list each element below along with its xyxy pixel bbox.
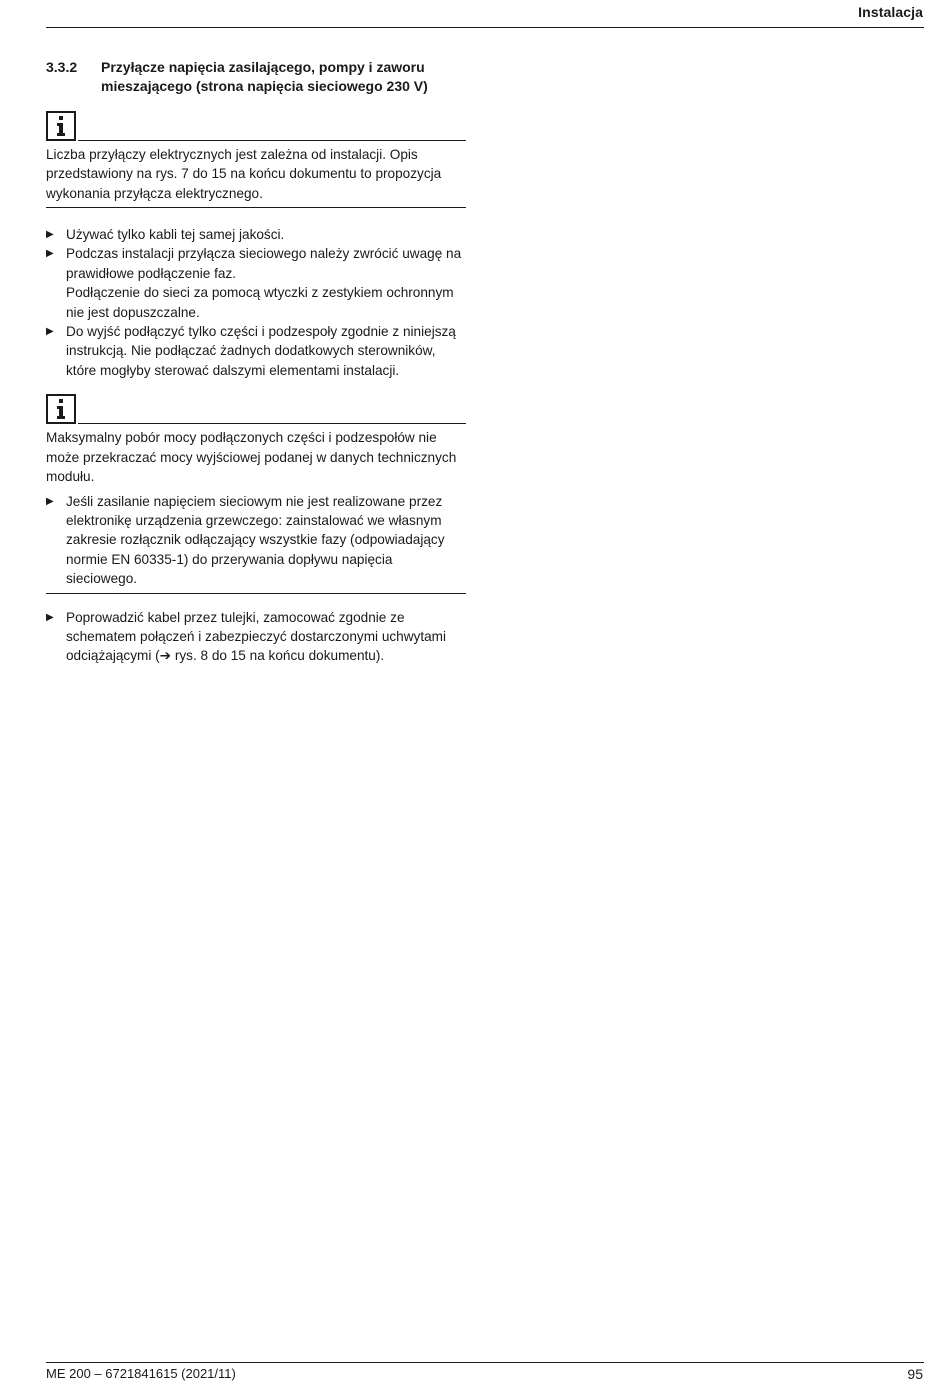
section-title-line: mieszającego (strona napięcia sieciowego 230 V) bbox=[101, 78, 428, 95]
bullet-arrow-icon: ▶ bbox=[46, 229, 54, 241]
content-column bbox=[46, 58, 466, 666]
notice-text: Maksymalny pobór mocy podłączonych części i podzespołów nie może przekraczać mocy wyjściowej podanej w danych technicznych modułu. bbox=[46, 430, 457, 485]
section-title-line: Przyłącze napięcia zasilającego, pompy i zaworu bbox=[101, 59, 425, 75]
info-icon bbox=[46, 394, 76, 424]
page-number: 95 bbox=[907, 1366, 923, 1382]
list-item bbox=[46, 244, 466, 322]
list-item-extra-text: Podłączenie do sieci za pomocą wtyczki z zestykiem ochronnym nie jest dopuszczalne. bbox=[66, 285, 454, 320]
list-item bbox=[46, 225, 466, 244]
section-heading bbox=[46, 58, 466, 97]
section-title bbox=[101, 58, 466, 97]
list-item-text: Jeśli zasilanie napięciem sieciowym nie jest realizowane przez elektronikę urządzenia grzewczego: zainstalować we własnym zakresie rozłącznik odłączający wszystkie fazy (odpowiadający normie EN 60335-1) do przerywania dopływu napięcia sieciowego. bbox=[66, 493, 445, 587]
footer-document-id: ME 200 – 6721841615 (2021/11) bbox=[46, 1366, 236, 1381]
section-number: 3.3.2 bbox=[46, 59, 78, 75]
list-item bbox=[46, 608, 466, 666]
info-notice bbox=[46, 111, 466, 208]
list-item-text: Używać tylko kabli tej samej jakości. bbox=[66, 227, 285, 243]
notice-text: Liczba przyłączy elektrycznych jest zależna od instalacji. Opis przedstawiony na rys. 7 do 15 na końcu dokumentu to propozycja wykonania przyłącza elektrycznego. bbox=[46, 146, 442, 201]
list-item bbox=[46, 492, 466, 589]
list-item-text: Do wyjść podłączyć tylko części i podzespoły zgodnie z niniejszą instrukcją. Nie podłączać żadnych dodatkowych sterowników, które mogłyby sterować dalszymi elementami instalacji. bbox=[66, 324, 456, 378]
footer-divider bbox=[46, 1362, 924, 1363]
bullet-arrow-icon: ▶ bbox=[46, 326, 54, 338]
notice-header bbox=[46, 111, 466, 141]
list-item-text: Poprowadzić kabel przez tulejki, zamocować zgodnie ze schematem połączeń i zabezpieczyć dostarczonymi uchwytami odciążającymi (➔ rys. 8 do 15 na końcu dokumentu). bbox=[66, 609, 447, 664]
info-notice bbox=[46, 394, 466, 593]
notice-top-rule bbox=[78, 140, 466, 141]
bullet-list bbox=[46, 225, 466, 380]
bullet-arrow-icon: ▶ bbox=[46, 248, 54, 260]
bullet-arrow-icon: ▶ bbox=[46, 611, 54, 623]
notice-top-rule bbox=[78, 423, 466, 424]
info-icon bbox=[46, 111, 76, 141]
page-header-title: Instalacja bbox=[858, 4, 923, 20]
bullet-arrow-icon: ▶ bbox=[46, 495, 54, 507]
notice-bottom-rule bbox=[46, 207, 466, 208]
bullet-list bbox=[46, 492, 466, 589]
header-divider bbox=[46, 27, 924, 28]
bullet-list bbox=[46, 608, 466, 666]
list-item-text: Podczas instalacji przyłącza sieciowego należy zwrócić uwagę na prawidłowe podłączenie faz. bbox=[66, 246, 462, 281]
notice-header bbox=[46, 394, 466, 424]
list-item bbox=[46, 322, 466, 380]
notice-bottom-rule bbox=[46, 593, 466, 594]
